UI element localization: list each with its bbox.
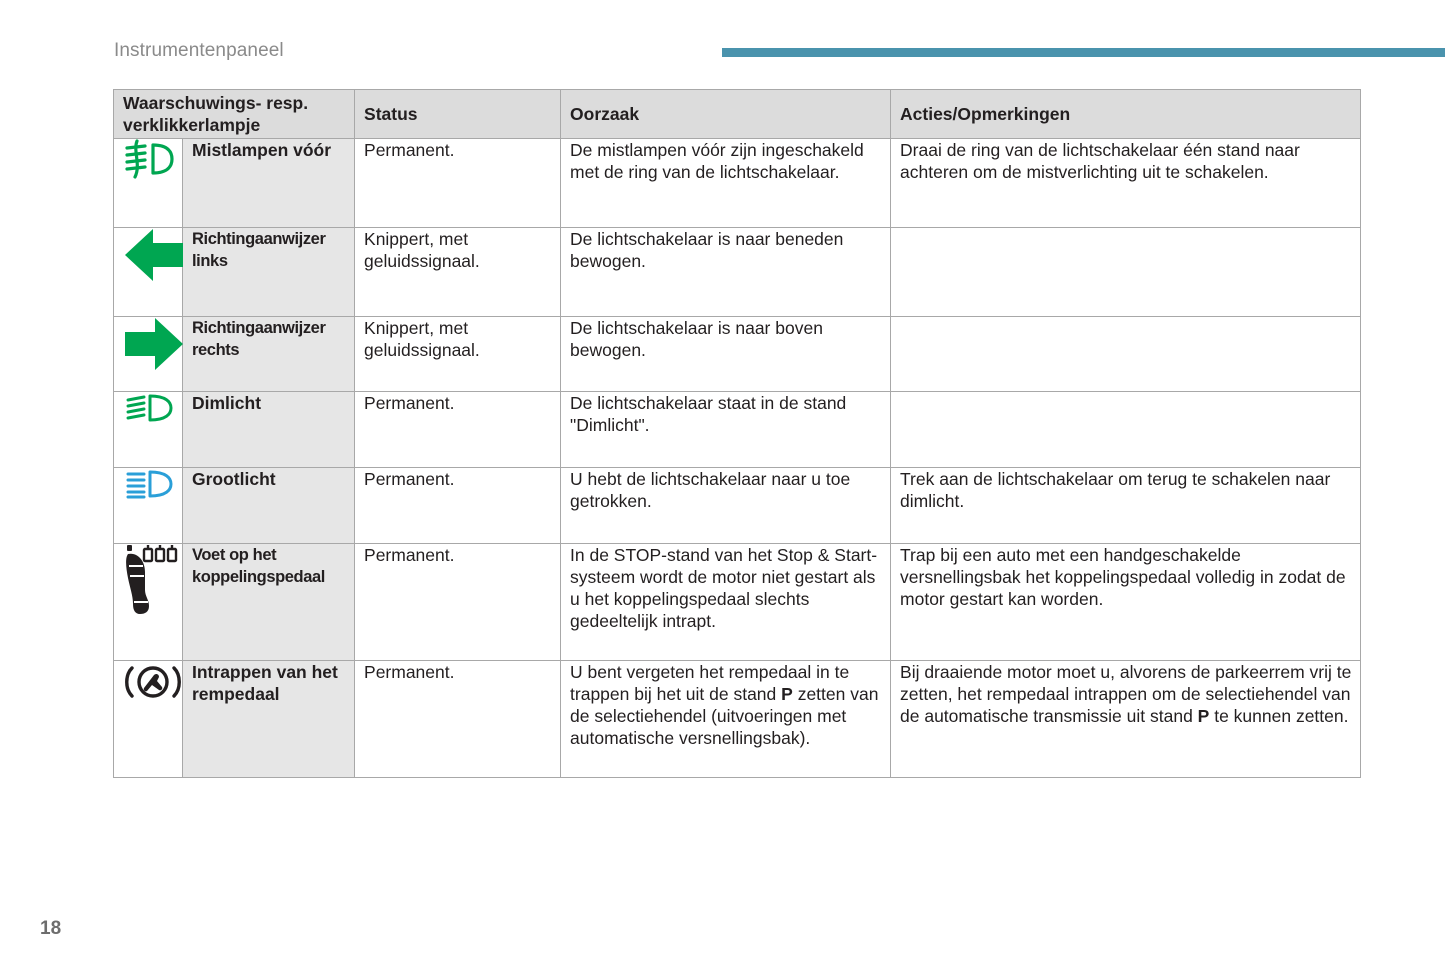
- table-row: [114, 392, 1361, 468]
- header-lamp: Waarschuwings- resp. verklikkerlampje: [114, 90, 355, 139]
- left-arrow-icon: [114, 228, 183, 317]
- lamp-name: Dimlicht: [183, 392, 355, 468]
- lamp-name: Grootlicht: [183, 468, 355, 544]
- status-cell: Knippert, met geluidssignaal.: [355, 317, 561, 392]
- table-row: [114, 228, 1361, 317]
- status-cell: Permanent.: [355, 468, 561, 544]
- actions-cell: [891, 317, 1361, 392]
- cause-text-post: zetten van de selectiehendel (uitvoeringen met automatische versnellingsbak).: [570, 684, 879, 748]
- cause-cell: De lichtschakelaar is naar beneden bewogen.: [561, 228, 891, 317]
- status-cell: Permanent.: [355, 392, 561, 468]
- cause-text-pre: U bent vergeten het rempedaal in te trappen bij het uit de stand: [570, 662, 850, 704]
- header-cause: Oorzaak: [561, 90, 891, 139]
- status-cell: Permanent.: [355, 139, 561, 228]
- status-cell: Knippert, met geluidssignaal.: [355, 228, 561, 317]
- table-row: [114, 468, 1361, 544]
- cause-cell: De mistlampen vóór zijn ingeschakeld met de ring van de lichtschakelaar.: [561, 139, 891, 228]
- dipped-beam-icon: [114, 392, 183, 468]
- table-row: [114, 544, 1361, 661]
- actions-cell: Trap bij een auto met een handgeschakelde versnellingsbak het koppelingspedaal volledig in zodat de motor gestart kan worden.: [891, 544, 1361, 661]
- right-arrow-icon: [114, 317, 183, 392]
- actions-cell: [891, 228, 1361, 317]
- actions-cell: [891, 392, 1361, 468]
- header-accent-bar: [722, 48, 1445, 57]
- cause-cell: De lichtschakelaar staat in de stand "Dimlicht".: [561, 392, 891, 468]
- actions-cell: [891, 661, 1361, 778]
- cause-cell: [561, 661, 891, 778]
- lamp-name: Mistlampen vóór: [183, 139, 355, 228]
- cause-cell: U hebt de lichtschakelaar naar u toe getrokken.: [561, 468, 891, 544]
- lamp-name: Voet op het koppelingspedaal: [183, 544, 355, 661]
- page-number: 18: [40, 918, 62, 939]
- foot-on-clutch-icon: [114, 544, 183, 661]
- actions-cell: Trek aan de lichtschakelaar om terug te schakelen naar dimlicht.: [891, 468, 1361, 544]
- actions-text-pre: Bij draaiende motor moet u, alvorens de parkeerrem vrij te zetten, het rempedaal intrappen om de selectiehendel van de automatische transmissie uit stand: [900, 662, 1352, 726]
- section-title: Instrumentenpaneel: [114, 40, 284, 61]
- cause-cell: In de STOP-stand van het Stop & Start-systeem wordt de motor niet gestart als u het koppelingspedaal slechts gedeeltelijk intrapt.: [561, 544, 891, 661]
- warning-lamp-table: [113, 89, 1361, 778]
- actions-text-bold: P: [1197, 706, 1210, 726]
- cause-cell: De lichtschakelaar is naar boven bewogen.: [561, 317, 891, 392]
- front-fog-lamp-icon: [114, 139, 183, 228]
- cause-text-bold: P: [781, 684, 793, 704]
- table-row: [114, 317, 1361, 392]
- table-header-row: [114, 90, 1361, 139]
- status-cell: Permanent.: [355, 661, 561, 778]
- lamp-name: Richtingaanwijzer rechts: [183, 317, 355, 392]
- table-row: [114, 661, 1361, 778]
- main-beam-icon: [114, 468, 183, 544]
- table-row: [114, 139, 1361, 228]
- lamp-name: Intrappen van het rempedaal: [183, 661, 355, 778]
- header-status: Status: [355, 90, 561, 139]
- status-cell: Permanent.: [355, 544, 561, 661]
- header-actions: Acties/Opmerkingen: [891, 90, 1361, 139]
- foot-on-brake-icon: [114, 661, 183, 778]
- actions-text-post: te kunnen zetten.: [1209, 706, 1349, 726]
- lamp-name: Richtingaanwijzer links: [183, 228, 355, 317]
- actions-cell: Draai de ring van de lichtschakelaar één stand naar achteren om de mistverlichting uit te schakelen.: [891, 139, 1361, 228]
